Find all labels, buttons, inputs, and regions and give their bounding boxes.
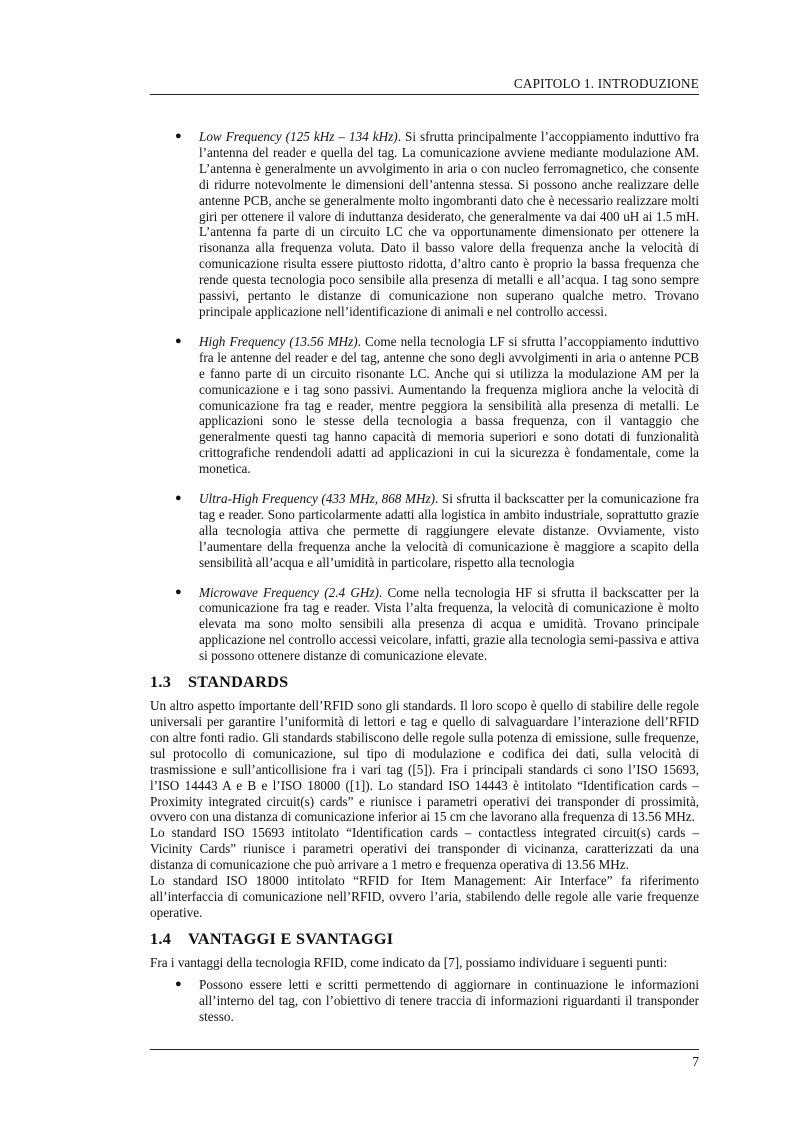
bullet-title: Ultra-High Frequency (433 MHz, 868 MHz) bbox=[199, 491, 436, 507]
bullet-icon: ● bbox=[175, 492, 182, 505]
advantages-bullet-list bbox=[150, 977, 699, 1025]
list-item bbox=[150, 491, 699, 571]
bullet-title: Microwave Frequency (2.4 GHz) bbox=[199, 584, 379, 600]
list-item bbox=[150, 334, 699, 477]
section-heading-vantaggi bbox=[150, 929, 699, 949]
paragraph: Lo standard ISO 15693 intitolato “Identification cards – contactless integrated circuit(s) cards – Vicinity Cards” riunisce i parametri operativi dei transponder di vicinanza, caratterizzati da una distanza di comunicazione che può arrivare a 1 metro e frequenza operativa di 13.56 MHz. bbox=[150, 825, 699, 873]
bullet-text: . Si sfrutta il backscatter per la comunicazione fra tag e reader. Sono particolarmente adatti alla logistica in ambito industriale, soprattutto grazie alla tecnologia attiva che permette di raggiungere elevate distanze. Ovviamente, visto l’aumentare della frequenza anche la velocità di comunicazione è maggiore a scapito della sensibilità all’acqua e all’umidità in particolare, rispetto alla tecnologia bbox=[199, 491, 699, 570]
bullet-icon: ● bbox=[175, 585, 182, 598]
bullet-text: . Come nella tecnologia HF si sfrutta il backscatter per la comunicazione fra tag e reader. Vista l’alta frequenza, la velocità di comunicazione è molto elevata ma sono molto sensibili alla presenza di acqua e umidità. Trovano principale applicazione nel controllo accessi veicolare, infatti, grazie alla tecnologia semi-passiva e attiva si possono ottenere distanze di comunicazione elevate. bbox=[199, 584, 699, 664]
section-title: STANDARDS bbox=[188, 673, 289, 692]
bullet-text: . Si sfrutta principalmente l’accoppiamento induttivo fra l’antenna del reader e quella del tag. La comunicazione avviene mediante modulazione AM. L’antenna è generalmente un avvolgimento in aria o con nucleo ferromagnetico, che consente di ridurre notevolmente le dimensioni dell’antenna stessa. Si possono anche realizzare delle antenne PCB, anche se generalmente molto ingombranti dato che è necessario realizzare molti giri per ottenere il valore di induttanza desiderato, che generalmente va dai 400 uH ai 1.5 mH. L’antenna fa parte di un circuito LC che va opportunamente dimensionato per ottenere la risonanza alla frequenza voluta. Dato il basso valore della frequenza anche la velocità di comunicazione risulta essere piuttosto ridotta, d’altro canto è proprio la bassa frequenza che rende questa tecnologia poco sensibile alla presenza di metalli e all’acqua. I tag sono sempre passivi, pertanto le distanze di comunicazione non superano qualche metro. Trovano principale applicazione nell’identificazione di animali e nel controllo accessi. bbox=[199, 129, 700, 319]
bullet-icon: ● bbox=[175, 130, 182, 142]
section-heading-standards bbox=[150, 672, 699, 692]
section-number: 1.4 bbox=[150, 929, 172, 948]
page-footer bbox=[150, 1049, 699, 1070]
list-item bbox=[150, 977, 699, 1025]
list-item bbox=[150, 585, 699, 665]
bullet-title: High Frequency (13.56 MHz) bbox=[199, 333, 358, 349]
bullet-text: . Come nella tecnologia LF si sfrutta l’accoppiamento induttivo fra le antenne del reader e del tag, antenne che sono degli avvolgimenti in aria o antenne PCB e fanno parte di un circuito risonante LC. Anche qui si utilizza la modulazione AM per la comunicazione e i tag sono passivi. Aumentando la frequenza migliora anche la velocità di comunicazione fra tag e reader, mentre peggiora la sensibilità alla presenza di metalli. Le applicazioni sono le stesse della tecnologia a bassa frequenza, con il vantaggio che generalmente questi tag hanno capacità di memoria superiori e sono dotati di funzionalità crittografiche rendendoli adatti ad applicazioni in cui la sicurezza è fondamentale, come la monetica. bbox=[199, 333, 699, 477]
bullet-icon: ● bbox=[175, 977, 182, 990]
frequency-bullet-list bbox=[150, 129, 699, 664]
paragraph: Un altro aspetto importante dell’RFID sono gli standards. Il loro scopo è quello di stabilire delle regole universali per garantire l’uniformità di lettori e tag e quello di salvaguardare l’interazione dell’RFID con altre fonti radio. Gli standards stabiliscono delle regole sulla potenza di emissione, sulle frequenze, sul protocollo di comunicazione, sul tipo di modulazione e codifica dei dati, sulla velocità di trasmissione e sull’anticollisione fra i vari tag ([5]). Fra i principali standards ci sono l’ISO 15693, l’ISO 14443 A e B e l’ISO 18000 ([1]). Lo standard ISO 14443 è intitolato “Identification cards – Proximity integrated circuit(s) cards” e riunisce i parametri operativi dei transponder di prossimità, ovvero con una distanza di comunicazione inferior ai 15 cm che lavorano alla frequenza di 13.56 MHz. bbox=[150, 698, 699, 825]
paragraph: Lo standard ISO 18000 intitolato “RFID for Item Management: Air Interface” fa riferimento all’interfaccia di comunicazione nell’RFID, ovvero l’aria, stabilendo delle regole alle varie frequenze operative. bbox=[150, 873, 699, 920]
page-header bbox=[150, 74, 699, 95]
page-number: 7 bbox=[692, 1054, 699, 1069]
bullet-icon: ● bbox=[175, 334, 182, 347]
paragraph: Fra i vantaggi della tecnologia RFID, come indicato da [7], possiamo individuare i seguenti punti: bbox=[150, 954, 668, 970]
section-number: 1.3 bbox=[150, 673, 172, 692]
bullet-text: Possono essere letti e scritti permettendo di aggiornare in continuazione le informazioni all’interno del tag, con l’obiettivo di tenere traccia di informazioni riguardanti il transponder stesso. bbox=[199, 976, 699, 1024]
bullet-title: Low Frequency (125 kHz – 134 kHz) bbox=[199, 129, 398, 144]
section-title: VANTAGGI E SVANTAGGI bbox=[188, 929, 394, 948]
page-body bbox=[150, 129, 699, 1038]
chapter-title: CAPITOLO 1. INTRODUZIONE bbox=[513, 76, 699, 91]
list-item bbox=[150, 129, 699, 320]
